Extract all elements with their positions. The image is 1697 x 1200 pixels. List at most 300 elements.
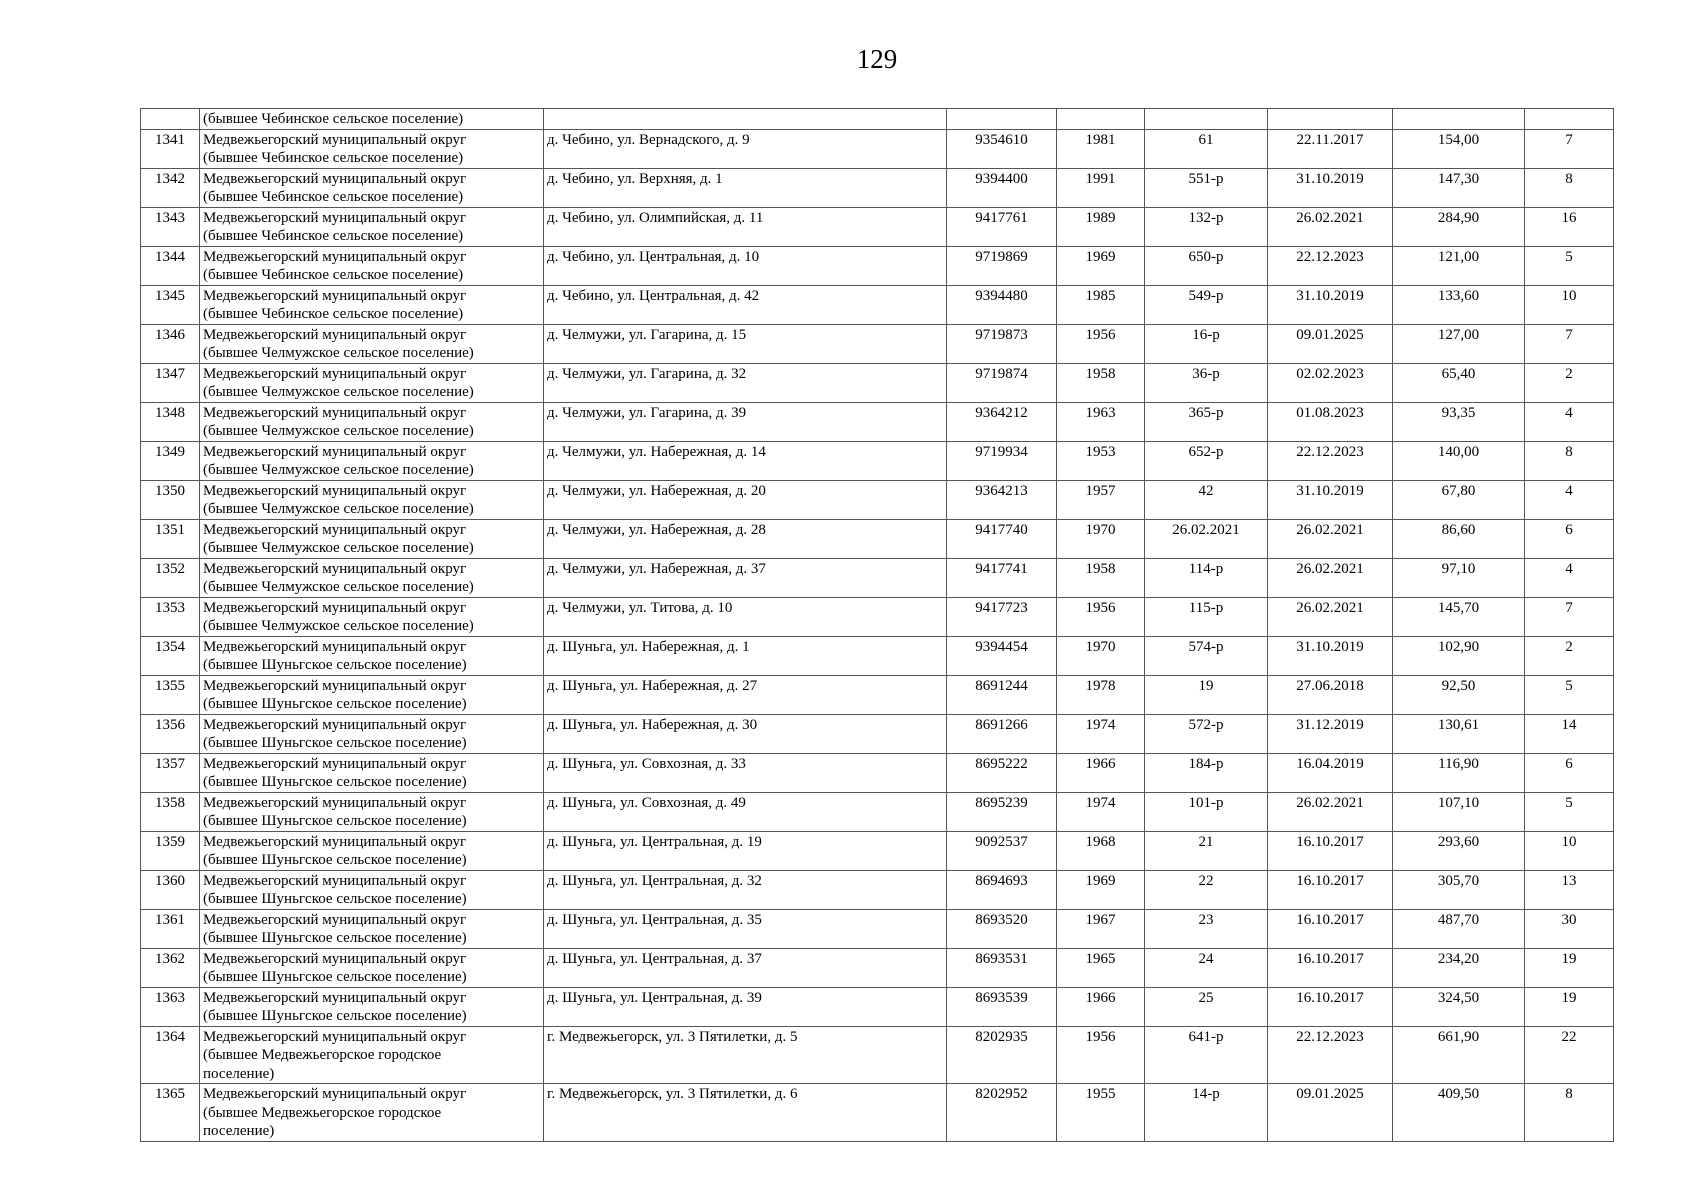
cell-year: 1974: [1057, 792, 1145, 831]
cell-residents: 2: [1525, 636, 1614, 675]
cell-area: 93,35: [1393, 402, 1525, 441]
cell-residents: 6: [1525, 519, 1614, 558]
cell-area: 293,60: [1393, 831, 1525, 870]
cell-address: г. Медвежьегорск, ул. 3 Пятилетки, д. 6: [544, 1084, 947, 1142]
district-line: (бывшее Шуньгское сельское поселение): [203, 696, 467, 712]
cell-code: 8693531: [947, 948, 1057, 987]
cell-year: [1057, 109, 1145, 130]
cell-doc-no: 184-р: [1145, 753, 1268, 792]
housing-registry-table: [140, 108, 1614, 1142]
cell-area: 65,40: [1393, 363, 1525, 402]
cell-residents: 22: [1525, 1026, 1614, 1084]
cell-doc-date: 31.10.2019: [1268, 636, 1393, 675]
cell-district: [200, 207, 544, 246]
cell-district: [200, 109, 544, 130]
table-row: [141, 324, 1614, 363]
cell-residents: [1525, 109, 1614, 130]
cell-doc-no: 551-р: [1145, 168, 1268, 207]
cell-no: 1351: [141, 519, 200, 558]
cell-district: [200, 480, 544, 519]
cell-code: 9417761: [947, 207, 1057, 246]
district-line: (бывшее Чебинское сельское поселение): [203, 267, 464, 283]
cell-address: д. Шуньга, ул. Центральная, д. 35: [544, 909, 947, 948]
cell-no: 1358: [141, 792, 200, 831]
cell-year: 1955: [1057, 1084, 1145, 1142]
table-row: [141, 246, 1614, 285]
cell-district: [200, 948, 544, 987]
cell-doc-no: 641-р: [1145, 1026, 1268, 1084]
cell-doc-date: 26.02.2021: [1268, 519, 1393, 558]
cell-address: [544, 109, 947, 130]
table-row: [141, 285, 1614, 324]
cell-doc-no: 42: [1145, 480, 1268, 519]
cell-address: д. Челмужи, ул. Набережная, д. 20: [544, 480, 947, 519]
cell-doc-date: 16.10.2017: [1268, 870, 1393, 909]
cell-doc-no: 23: [1145, 909, 1268, 948]
table-row: [141, 636, 1614, 675]
cell-doc-no: 365-р: [1145, 402, 1268, 441]
cell-residents: 16: [1525, 207, 1614, 246]
cell-no: 1363: [141, 987, 200, 1026]
cell-doc-no: 61: [1145, 129, 1268, 168]
cell-code: 9364212: [947, 402, 1057, 441]
table-row: [141, 402, 1614, 441]
cell-address: д. Челмужи, ул. Набережная, д. 37: [544, 558, 947, 597]
district-line: (бывшее Чебинское сельское поселение): [203, 189, 464, 205]
cell-district: [200, 1084, 544, 1142]
cell-address: д. Челмужи, ул. Гагарина, д. 32: [544, 363, 947, 402]
cell-doc-date: [1268, 109, 1393, 130]
cell-doc-date: 09.01.2025: [1268, 324, 1393, 363]
cell-address: д. Шуньга, ул. Центральная, д. 37: [544, 948, 947, 987]
cell-area: 127,00: [1393, 324, 1525, 363]
cell-year: 1966: [1057, 753, 1145, 792]
cell-doc-date: 22.12.2023: [1268, 246, 1393, 285]
cell-address: д. Чебино, ул. Вернадского, д. 9: [544, 129, 947, 168]
cell-district: [200, 285, 544, 324]
cell-code: 9394400: [947, 168, 1057, 207]
cell-district: [200, 714, 544, 753]
district-line: (бывшее Чебинское сельское поселение): [203, 306, 464, 322]
cell-residents: 6: [1525, 753, 1614, 792]
cell-district: [200, 636, 544, 675]
district-line: Медвежьегорский муниципальный округ: [203, 326, 467, 343]
district-line: (бывшее Шуньгское сельское поселение): [203, 930, 467, 946]
cell-doc-date: 31.10.2019: [1268, 168, 1393, 207]
cell-district: [200, 324, 544, 363]
cell-residents: 8: [1525, 1084, 1614, 1142]
cell-residents: 4: [1525, 480, 1614, 519]
cell-no: 1353: [141, 597, 200, 636]
cell-area: 145,70: [1393, 597, 1525, 636]
cell-no: 1345: [141, 285, 200, 324]
district-line: Медвежьегорский муниципальный округ: [203, 677, 467, 694]
cell-code: 9354610: [947, 129, 1057, 168]
cell-year: 1981: [1057, 129, 1145, 168]
cell-code: 9719874: [947, 363, 1057, 402]
cell-doc-no: 14-р: [1145, 1084, 1268, 1142]
cell-code: 9719873: [947, 324, 1057, 363]
cell-doc-date: 26.02.2021: [1268, 558, 1393, 597]
cell-residents: 8: [1525, 168, 1614, 207]
cell-year: 1967: [1057, 909, 1145, 948]
cell-district: [200, 675, 544, 714]
cell-residents: 19: [1525, 948, 1614, 987]
cell-year: 1978: [1057, 675, 1145, 714]
cell-no: 1347: [141, 363, 200, 402]
district-line: (бывшее Чебинское сельское поселение): [203, 111, 464, 127]
cell-doc-date: 16.04.2019: [1268, 753, 1393, 792]
cell-area: 487,70: [1393, 909, 1525, 948]
cell-no: 1343: [141, 207, 200, 246]
district-line: Медвежьегорский муниципальный округ: [203, 599, 467, 616]
district-line: Медвежьегорский муниципальный округ: [203, 131, 467, 148]
district-line: Медвежьегорский муниципальный округ: [203, 638, 467, 655]
cell-year: 1956: [1057, 324, 1145, 363]
cell-area: 116,90: [1393, 753, 1525, 792]
district-line: Медвежьегорский муниципальный округ: [203, 248, 467, 265]
cell-no: 1341: [141, 129, 200, 168]
cell-no: 1356: [141, 714, 200, 753]
cell-address: д. Чебино, ул. Олимпийская, д. 11: [544, 207, 947, 246]
cell-residents: 14: [1525, 714, 1614, 753]
cell-year: 1989: [1057, 207, 1145, 246]
cell-area: 102,90: [1393, 636, 1525, 675]
cell-no: 1346: [141, 324, 200, 363]
cell-area: 130,61: [1393, 714, 1525, 753]
district-line: (бывшее Шуньгское сельское поселение): [203, 735, 467, 751]
table-row: [141, 480, 1614, 519]
cell-code: 8695239: [947, 792, 1057, 831]
cell-area: [1393, 109, 1525, 130]
cell-doc-no: 24: [1145, 948, 1268, 987]
district-line: Медвежьегорский муниципальный округ: [203, 794, 467, 811]
cell-code: 8691266: [947, 714, 1057, 753]
district-line: (бывшее Челмужское сельское поселение): [203, 501, 474, 517]
cell-residents: 10: [1525, 285, 1614, 324]
cell-no: 1350: [141, 480, 200, 519]
cell-code: 8695222: [947, 753, 1057, 792]
cell-address: д. Челмужи, ул. Титова, д. 10: [544, 597, 947, 636]
cell-area: 107,10: [1393, 792, 1525, 831]
table-row: [141, 948, 1614, 987]
cell-residents: 10: [1525, 831, 1614, 870]
cell-district: [200, 558, 544, 597]
cell-address: д. Шуньга, ул. Набережная, д. 30: [544, 714, 947, 753]
cell-no: 1359: [141, 831, 200, 870]
cell-code: 8202952: [947, 1084, 1057, 1142]
cell-no: 1344: [141, 246, 200, 285]
cell-code: 8691244: [947, 675, 1057, 714]
cell-doc-no: 549-р: [1145, 285, 1268, 324]
district-line: (бывшее Челмужское сельское поселение): [203, 618, 474, 634]
cell-doc-date: 26.02.2021: [1268, 207, 1393, 246]
district-line: (бывшее Челмужское сельское поселение): [203, 462, 474, 478]
cell-code: 9364213: [947, 480, 1057, 519]
cell-doc-date: 26.02.2021: [1268, 597, 1393, 636]
cell-no: 1362: [141, 948, 200, 987]
cell-district: [200, 129, 544, 168]
cell-doc-no: 22: [1145, 870, 1268, 909]
cell-no: [141, 109, 200, 130]
cell-no: 1357: [141, 753, 200, 792]
cell-district: [200, 363, 544, 402]
cell-doc-date: 26.02.2021: [1268, 792, 1393, 831]
cell-district: [200, 870, 544, 909]
cell-doc-no: 572-р: [1145, 714, 1268, 753]
cell-code: 8693520: [947, 909, 1057, 948]
cell-code: 9092537: [947, 831, 1057, 870]
district-line: Медвежьегорский муниципальный округ: [203, 404, 467, 421]
cell-year: 1965: [1057, 948, 1145, 987]
cell-doc-no: 132-р: [1145, 207, 1268, 246]
cell-code: 8202935: [947, 1026, 1057, 1084]
cell-area: 284,90: [1393, 207, 1525, 246]
cell-code: 9417723: [947, 597, 1057, 636]
cell-year: 1970: [1057, 519, 1145, 558]
district-line: (бывшее Шуньгское сельское поселение): [203, 969, 467, 985]
cell-area: 133,60: [1393, 285, 1525, 324]
cell-code: 9394454: [947, 636, 1057, 675]
cell-doc-no: 114-р: [1145, 558, 1268, 597]
cell-doc-date: 01.08.2023: [1268, 402, 1393, 441]
cell-address: д. Шуньга, ул. Центральная, д. 32: [544, 870, 947, 909]
district-line: Медвежьегорский муниципальный округ: [203, 950, 467, 967]
cell-address: д. Чебино, ул. Верхняя, д. 1: [544, 168, 947, 207]
table-row: [141, 792, 1614, 831]
cell-residents: 4: [1525, 558, 1614, 597]
table-row: [141, 1026, 1614, 1084]
cell-residents: 5: [1525, 246, 1614, 285]
cell-district: [200, 1026, 544, 1084]
district-line: (бывшее Шуньгское сельское поселение): [203, 891, 467, 907]
cell-no: 1342: [141, 168, 200, 207]
cell-residents: 4: [1525, 402, 1614, 441]
district-line: (бывшее Шуньгское сельское поселение): [203, 852, 467, 868]
cell-no: 1348: [141, 402, 200, 441]
cell-district: [200, 753, 544, 792]
district-line: Медвежьегорский муниципальный округ: [203, 833, 467, 850]
cell-district: [200, 597, 544, 636]
cell-doc-no: 101-р: [1145, 792, 1268, 831]
district-line: (бывшее Шуньгское сельское поселение): [203, 657, 467, 673]
table-row: [141, 129, 1614, 168]
cell-area: 305,70: [1393, 870, 1525, 909]
cell-area: 97,10: [1393, 558, 1525, 597]
cell-district: [200, 987, 544, 1026]
cell-doc-no: 115-р: [1145, 597, 1268, 636]
cell-year: 1969: [1057, 246, 1145, 285]
cell-address: д. Челмужи, ул. Набережная, д. 28: [544, 519, 947, 558]
cell-address: д. Челмужи, ул. Набережная, д. 14: [544, 441, 947, 480]
cell-doc-no: 21: [1145, 831, 1268, 870]
cell-residents: 13: [1525, 870, 1614, 909]
cell-area: 121,00: [1393, 246, 1525, 285]
district-line: Медвежьегорский муниципальный округ: [203, 560, 467, 577]
cell-residents: 8: [1525, 441, 1614, 480]
cell-doc-date: 22.12.2023: [1268, 441, 1393, 480]
table-row: [141, 909, 1614, 948]
cell-district: [200, 792, 544, 831]
cell-doc-date: 27.06.2018: [1268, 675, 1393, 714]
cell-residents: 7: [1525, 324, 1614, 363]
district-line: (бывшее Челмужское сельское поселение): [203, 423, 474, 439]
district-line: Медвежьегорский муниципальный округ: [203, 755, 467, 772]
cell-area: 409,50: [1393, 1084, 1525, 1142]
cell-address: д. Челмужи, ул. Гагарина, д. 39: [544, 402, 947, 441]
cell-address: г. Медвежьегорск, ул. 3 Пятилетки, д. 5: [544, 1026, 947, 1084]
cell-year: 1974: [1057, 714, 1145, 753]
cell-no: 1355: [141, 675, 200, 714]
table-row: [141, 831, 1614, 870]
cell-address: д. Шуньга, ул. Центральная, д. 39: [544, 987, 947, 1026]
cell-area: 154,00: [1393, 129, 1525, 168]
district-line: (бывшее Челмужское сельское поселение): [203, 345, 474, 361]
page-number: 129: [856, 44, 898, 74]
cell-code: [947, 109, 1057, 130]
cell-doc-date: 22.11.2017: [1268, 129, 1393, 168]
cell-year: 1970: [1057, 636, 1145, 675]
cell-year: 1969: [1057, 870, 1145, 909]
cell-district: [200, 441, 544, 480]
cell-doc-no: 19: [1145, 675, 1268, 714]
table-row: [141, 987, 1614, 1026]
cell-area: 147,30: [1393, 168, 1525, 207]
district-line: Медвежьегорский муниципальный округ: [203, 482, 467, 499]
cell-address: д. Челмужи, ул. Гагарина, д. 15: [544, 324, 947, 363]
cell-district: [200, 402, 544, 441]
cell-doc-date: 22.12.2023: [1268, 1026, 1393, 1084]
cell-year: 1958: [1057, 363, 1145, 402]
cell-residents: 30: [1525, 909, 1614, 948]
cell-code: 9719869: [947, 246, 1057, 285]
district-line: Медвежьегорский муниципальный округ: [203, 287, 467, 304]
cell-year: 1966: [1057, 987, 1145, 1026]
cell-no: 1352: [141, 558, 200, 597]
cell-code: 8694693: [947, 870, 1057, 909]
district-line: (бывшее Челмужское сельское поселение): [203, 540, 474, 556]
cell-doc-date: 31.10.2019: [1268, 285, 1393, 324]
district-line: поселение): [203, 1065, 275, 1082]
cell-year: 1991: [1057, 168, 1145, 207]
cell-doc-no: 574-р: [1145, 636, 1268, 675]
cell-district: [200, 831, 544, 870]
cell-doc-no: [1145, 109, 1268, 130]
cell-year: 1957: [1057, 480, 1145, 519]
cell-area: 324,50: [1393, 987, 1525, 1026]
cell-doc-date: 31.12.2019: [1268, 714, 1393, 753]
table-row: [141, 441, 1614, 480]
table-row: [141, 1084, 1614, 1142]
district-line: Медвежьегорский муниципальный округ: [203, 716, 467, 733]
cell-doc-no: 36-р: [1145, 363, 1268, 402]
cell-year: 1956: [1057, 597, 1145, 636]
cell-doc-no: 16-р: [1145, 324, 1268, 363]
district-line: Медвежьегорский муниципальный округ: [203, 209, 467, 226]
cell-address: д. Чебино, ул. Центральная, д. 42: [544, 285, 947, 324]
cell-district: [200, 909, 544, 948]
cell-area: 92,50: [1393, 675, 1525, 714]
table-row: [141, 519, 1614, 558]
cell-year: 1985: [1057, 285, 1145, 324]
district-line: (бывшее Медвежьегорское городское: [203, 1047, 442, 1063]
district-line: (бывшее Шуньгское сельское поселение): [203, 813, 467, 829]
district-line: Медвежьегорский муниципальный округ: [203, 872, 467, 889]
cell-year: 1958: [1057, 558, 1145, 597]
cell-residents: 7: [1525, 129, 1614, 168]
district-line: (бывшее Челмужское сельское поселение): [203, 579, 474, 595]
cell-district: [200, 519, 544, 558]
table-row: [141, 558, 1614, 597]
district-line: Медвежьегорский муниципальный округ: [203, 1086, 467, 1102]
cell-year: 1968: [1057, 831, 1145, 870]
cell-no: 1365: [141, 1084, 200, 1142]
district-line: (бывшее Шуньгское сельское поселение): [203, 774, 467, 790]
cell-area: 234,20: [1393, 948, 1525, 987]
table-row: [141, 714, 1614, 753]
table-row: [141, 597, 1614, 636]
cell-address: д. Шуньга, ул. Совхозная, д. 33: [544, 753, 947, 792]
cell-address: д. Шуньга, ул. Набережная, д. 27: [544, 675, 947, 714]
cell-doc-date: 16.10.2017: [1268, 987, 1393, 1026]
cell-residents: 2: [1525, 363, 1614, 402]
cell-no: 1349: [141, 441, 200, 480]
cell-doc-no: 25: [1145, 987, 1268, 1026]
table-row: [141, 207, 1614, 246]
table-row: [141, 870, 1614, 909]
cell-doc-date: 09.01.2025: [1268, 1084, 1393, 1142]
cell-code: 9719934: [947, 441, 1057, 480]
cell-doc-no: 26.02.2021: [1145, 519, 1268, 558]
cell-doc-date: 16.10.2017: [1268, 909, 1393, 948]
district-line: Медвежьегорский муниципальный округ: [203, 521, 467, 538]
cell-doc-date: 02.02.2023: [1268, 363, 1393, 402]
cell-area: 140,00: [1393, 441, 1525, 480]
district-line: (бывшее Чебинское сельское поселение): [203, 228, 464, 244]
cell-residents: 5: [1525, 792, 1614, 831]
district-line: Медвежьегорский муниципальный округ: [203, 911, 467, 928]
cell-doc-no: 652-р: [1145, 441, 1268, 480]
cell-area: 86,60: [1393, 519, 1525, 558]
cell-doc-no: 650-р: [1145, 246, 1268, 285]
district-line: Медвежьегорский муниципальный округ: [203, 1028, 467, 1045]
cell-residents: 19: [1525, 987, 1614, 1026]
cell-residents: 5: [1525, 675, 1614, 714]
cell-no: 1361: [141, 909, 200, 948]
cell-doc-date: 16.10.2017: [1268, 948, 1393, 987]
cell-year: 1963: [1057, 402, 1145, 441]
cell-area: 67,80: [1393, 480, 1525, 519]
table-row: [141, 363, 1614, 402]
district-line: поселение): [203, 1123, 275, 1139]
cell-code: 9417741: [947, 558, 1057, 597]
cell-address: д. Чебино, ул. Центральная, д. 10: [544, 246, 947, 285]
cell-area: 661,90: [1393, 1026, 1525, 1084]
cell-address: д. Шуньга, ул. Совхозная, д. 49: [544, 792, 947, 831]
cell-code: 9417740: [947, 519, 1057, 558]
cell-no: 1360: [141, 870, 200, 909]
cell-no: 1364: [141, 1026, 200, 1084]
cell-code: 9394480: [947, 285, 1057, 324]
district-line: (бывшее Медвежьегорское городское: [203, 1104, 442, 1121]
cell-district: [200, 168, 544, 207]
cell-doc-date: 31.10.2019: [1268, 480, 1393, 519]
cell-district: [200, 246, 544, 285]
cell-address: д. Шуньга, ул. Набережная, д. 1: [544, 636, 947, 675]
table-body: [141, 109, 1614, 1142]
cell-residents: 7: [1525, 597, 1614, 636]
cell-address: д. Шуньга, ул. Центральная, д. 19: [544, 831, 947, 870]
